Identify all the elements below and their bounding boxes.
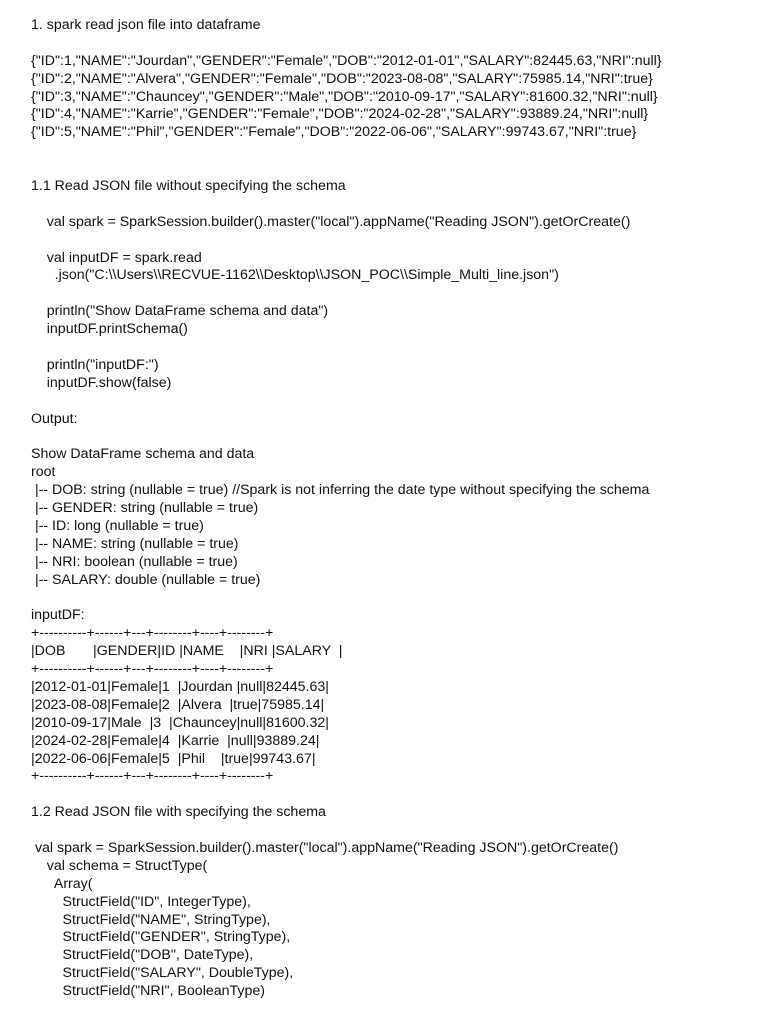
text-line: {"ID":3,"NAME":"Chauncey","GENDER":"Male","DOB":"2010-09-17","SALARY":81600.32,"NRI":null} bbox=[31, 88, 658, 105]
text-line: val spark = SparkSession.builder().master("local").appName("Reading JSON").getOrCreate() bbox=[31, 839, 619, 856]
text-line: 1. spark read json file into dataframe bbox=[31, 17, 261, 33]
text-line: |2023-08-08|Female|2 |Alvera |true|75985.14| bbox=[31, 696, 325, 713]
text-line: |-- NAME: string (nullable = true) bbox=[31, 535, 239, 552]
blank-line bbox=[31, 232, 768, 250]
text-line: {"ID":4,"NAME":"Karrie","GENDER":"Female","DOB":"2024-02-28","SALARY":93889.24,"NRI":null} bbox=[31, 106, 649, 123]
text-line: |2024-02-28|Female|4 |Karrie |null|93889.24| bbox=[31, 732, 320, 749]
blank-line bbox=[31, 786, 768, 804]
blank-line bbox=[31, 35, 768, 53]
text-line: +----------+------+---+--------+----+--------+ bbox=[31, 768, 274, 785]
blank-line bbox=[31, 160, 768, 178]
text-line: inputDF: bbox=[31, 607, 85, 624]
document-body bbox=[31, 17, 768, 1001]
blank-line bbox=[31, 196, 768, 214]
text-line: +----------+------+---+--------+----+--------+ bbox=[31, 661, 274, 678]
blank-line bbox=[31, 393, 768, 411]
text-line: |DOB |GENDER|ID |NAME |NRI |SALARY | bbox=[31, 643, 343, 660]
text-line: {"ID":1,"NAME":"Jourdan","GENDER":"Female","DOB":"2012-01-01","SALARY":82445.63,"NRI":null} bbox=[31, 52, 662, 69]
text-line: |2022-06-06|Female|5 |Phil |true|99743.67| bbox=[31, 750, 316, 767]
text-line: println("Show DataFrame schema and data") bbox=[31, 303, 329, 320]
text-line: |-- SALARY: double (nullable = true) bbox=[31, 571, 261, 588]
text-line: StructField("NAME", StringType), bbox=[31, 911, 271, 928]
text-line: StructField("SALARY", DoubleType), bbox=[31, 965, 294, 982]
text-line: inputDF.printSchema() bbox=[31, 321, 188, 338]
blank-line bbox=[31, 590, 768, 608]
text-line: val inputDF = spark.read bbox=[31, 249, 202, 266]
text-line: {"ID":2,"NAME":"Alvera","GENDER":"Female","DOB":"2023-08-08","SALARY":75985.14,"NRI":true} bbox=[31, 70, 653, 87]
text-line: val spark = SparkSession.builder().master("local").appName("Reading JSON").getOrCreate() bbox=[31, 213, 631, 230]
text-line: inputDF.show(false) bbox=[31, 374, 172, 391]
text-line: Array( bbox=[31, 875, 93, 892]
text-line: .json("C:\\Users\\RECVUE-1162\\Desktop\\JSON_POC\\Simple_Multi_line.json") bbox=[31, 267, 559, 284]
blank-line bbox=[31, 142, 768, 160]
text-line: StructField("NRI", BooleanType) bbox=[31, 983, 266, 1000]
text-line: |-- ID: long (nullable = true) bbox=[31, 517, 204, 534]
text-line: |-- DOB: string (nullable = true) //Spark is not inferring the date type without specifying the schema bbox=[31, 482, 650, 499]
blank-line bbox=[31, 285, 768, 303]
text-line: StructField("GENDER", StringType), bbox=[31, 929, 291, 946]
text-line: println("inputDF:") bbox=[31, 356, 159, 373]
text-line: StructField("ID", IntegerType), bbox=[31, 893, 251, 910]
text-line: |-- NRI: boolean (nullable = true) bbox=[31, 553, 238, 570]
blank-line bbox=[31, 822, 768, 840]
text-line: StructField("DOB", DateType), bbox=[31, 947, 254, 964]
text-line: Output: bbox=[31, 410, 78, 427]
text-line: |2010-09-17|Male |3 |Chauncey|null|81600.32| bbox=[31, 714, 329, 731]
text-line: root bbox=[31, 464, 56, 481]
text-line: val schema = StructType( bbox=[31, 857, 208, 874]
text-line: {"ID":5,"NAME":"Phil","GENDER":"Female","DOB":"2022-06-06","SALARY":99743.67,"NRI":true} bbox=[31, 124, 637, 141]
blank-line bbox=[31, 339, 768, 357]
text-line: 1.2 Read JSON file with specifying the schema bbox=[31, 804, 326, 821]
blank-line bbox=[31, 428, 768, 446]
text-line: |2012-01-01|Female|1 |Jourdan |null|82445.63| bbox=[31, 678, 329, 695]
text-line: Show DataFrame schema and data bbox=[31, 446, 255, 463]
text-line: +----------+------+---+--------+----+--------+ bbox=[31, 625, 274, 642]
text-line: 1.1 Read JSON file without specifying the schema bbox=[31, 178, 346, 195]
text-line: |-- GENDER: string (nullable = true) bbox=[31, 500, 259, 517]
